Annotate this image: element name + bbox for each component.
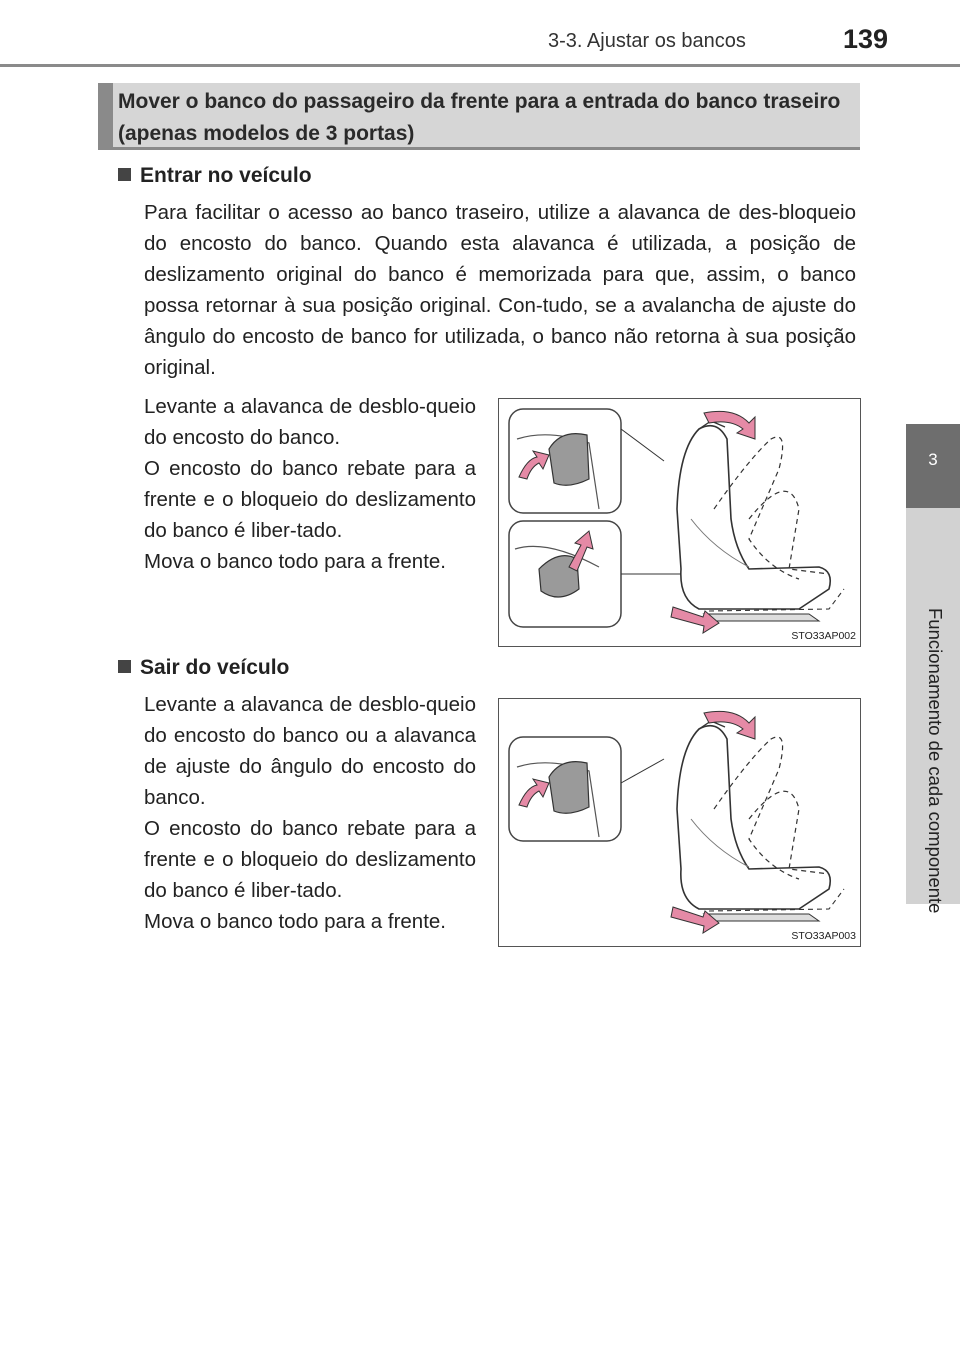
chapter-number: 3 (928, 450, 938, 469)
square-bullet-icon (118, 168, 131, 181)
step-text: Levante a alavanca de desblo-queio do encosto do banco ou a alavanca de ajuste do ângulo do encosto do banco. (144, 693, 476, 809)
intro-paragraph (144, 197, 856, 383)
step-text: Mova o banco todo para a frente. (144, 550, 447, 573)
step-text: Levante a alavanca de desblo-queio do encosto do banco. (144, 395, 476, 449)
subsection-heading-enter (118, 164, 312, 188)
seat-illustration-exit (499, 699, 860, 946)
chapter-title: Funcionamento de cada componente (925, 608, 946, 914)
figure-seat-enter (498, 398, 861, 647)
subsection-heading-text: Sair do veículo (140, 656, 290, 679)
seat-illustration-enter (499, 399, 860, 646)
step-text: O encosto do banco rebate para a frente e o bloqueio do deslizamento do banco é liber-tado. (144, 457, 476, 542)
steps-enter (144, 391, 476, 577)
step-text: O encosto do banco rebate para a frente e o bloqueio do deslizamento do banco é liber-tado. (144, 817, 476, 902)
page-number: 139 (843, 24, 889, 54)
figure-code: STO33AP003 (791, 930, 856, 942)
subsection-heading-exit (118, 656, 289, 680)
figure-seat-exit (498, 698, 861, 947)
header-rule (0, 64, 960, 67)
intro-text: Para facilitar o acesso ao banco traseiro, utilize a alavanca de des-bloqueio do encosto do banco. Quando esta alavanca é utilizada, a posição de deslizamento original do banco é memorizada para que, assim, o banco possa retornar à sua posição original. Con-tudo, se a avalancha de ajuste do ângulo do encosto de banco for utilizada, o banco não retorna à sua posição original. (144, 201, 856, 379)
figure-code: STO33AP002 (791, 630, 856, 642)
running-head: 3-3. Ajustar os bancos (548, 30, 746, 52)
section-title: Mover o banco do passageiro da frente para a entrada do banco traseiro (apenas modelos de 3 portas) (118, 90, 841, 145)
square-bullet-icon (118, 660, 131, 673)
step-text: Mova o banco todo para a frente. (144, 910, 447, 933)
subsection-heading-text: Entrar no veículo (140, 164, 312, 187)
steps-exit (144, 689, 476, 937)
